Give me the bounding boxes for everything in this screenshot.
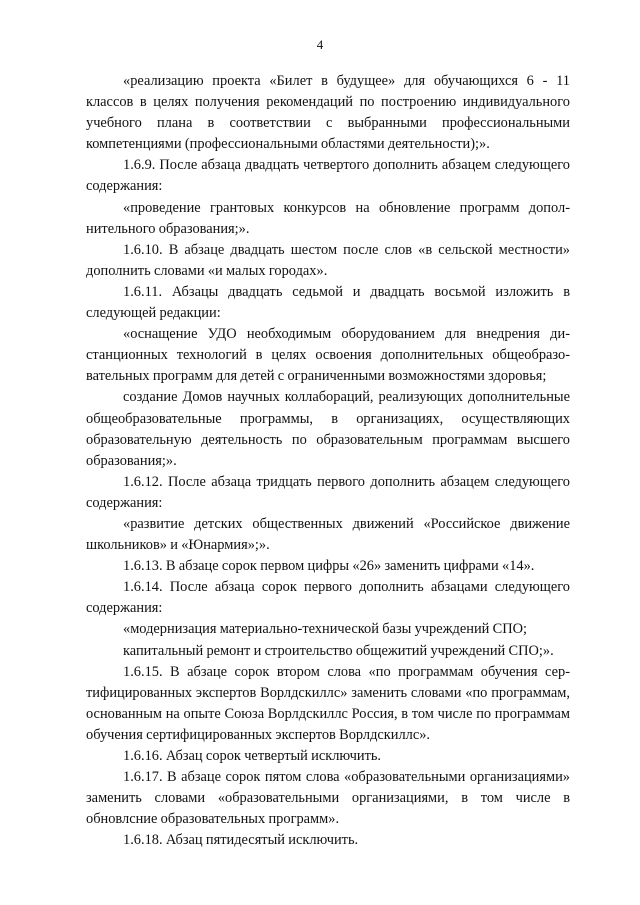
- paragraph-spo-dormitories: капитальный ремонт и строительство общежитий учреждений СПО;».: [123, 642, 554, 659]
- paragraph-1-6-15: 1.6.15. В абзаце сорок втором слова «по программам обучения сертифицированных экспертов Ворлдскиллс» заменить словами «по программам, основанным на опыте Союза Ворлдскиллс Россия, в том числе по программам обучения сертифицированных экспертов Ворлдскиллс».: [86, 663, 570, 743]
- paragraph-1-6-12: 1.6.12. После абзаца тридцать первого дополнить абзацем следующего содержания:: [86, 473, 570, 511]
- paragraph-1-6-13: 1.6.13. В абзаце сорок первом цифры «26» заменить цифрами «14».: [123, 558, 535, 575]
- paragraph-amendment-ticket-to-future: «реализацию проекта «Билет в будущее» для обучающихся 6 - 11 классов в целях получения рекомендаций по построению индивидуального учебного плана в соответствии с выбранными профессиональными компетенциями (профессиональными областями деятельности);».: [86, 73, 570, 153]
- paragraph-1-6-17: 1.6.17. В абзаце сорок пятом слова «образовательными организациями» заменить словами «образовательными организациями, в том числе в обновлсние образовательных программ».: [86, 769, 570, 828]
- paragraph-youth-movements: «развитие детских общественных движений «Российское движение школьников» и «Юнармия»;».: [86, 515, 570, 554]
- document-body: [86, 71, 570, 851]
- paragraph-udo-equipment: «оснащение УДО необходимым оборудованием для внедрения дистанционных технологий в целях освоения дополнительных общеобразовательных программ для детей с ограниченными возможностями здоровья;: [86, 326, 570, 385]
- paragraph-spo-modernization: «модернизация материально-технической базы учреждений СПО;: [123, 621, 528, 638]
- page-number: 4: [316, 37, 324, 52]
- paragraph-1-6-16: 1.6.16. Абзац сорок четвертый исключить.: [123, 748, 382, 764]
- paragraph-grant-contests: «проведение грантовых конкурсов на обновление программ дополнительного образования;».: [86, 199, 570, 237]
- paragraph-1-6-18: 1.6.18. Абзац пятидесятый исключить.: [123, 832, 359, 849]
- paragraph-1-6-10: 1.6.10. В абзаце двадцать шестом после слов «в сельской местности» дополнить словами «и малых городах».: [86, 241, 570, 279]
- paragraph-1-6-9: 1.6.9. После абзаца двадцать четвертого дополнить абзацем следующего содержания:: [86, 157, 570, 195]
- paragraph-1-6-11: 1.6.11. Абзацы двадцать седьмой и двадцать восьмой изложить в следующей редакции:: [86, 283, 570, 322]
- paragraph-1-6-14: 1.6.14. После абзаца сорок первого дополнить абзацами следующего содержания:: [86, 579, 570, 617]
- paragraph-science-houses: создание Домов научных коллабораций, реализующих дополнительные общеобразовательные программы, в организациях, осуществляющих образовательную деятельность по образовательным программам высшего образования;».: [86, 389, 570, 469]
